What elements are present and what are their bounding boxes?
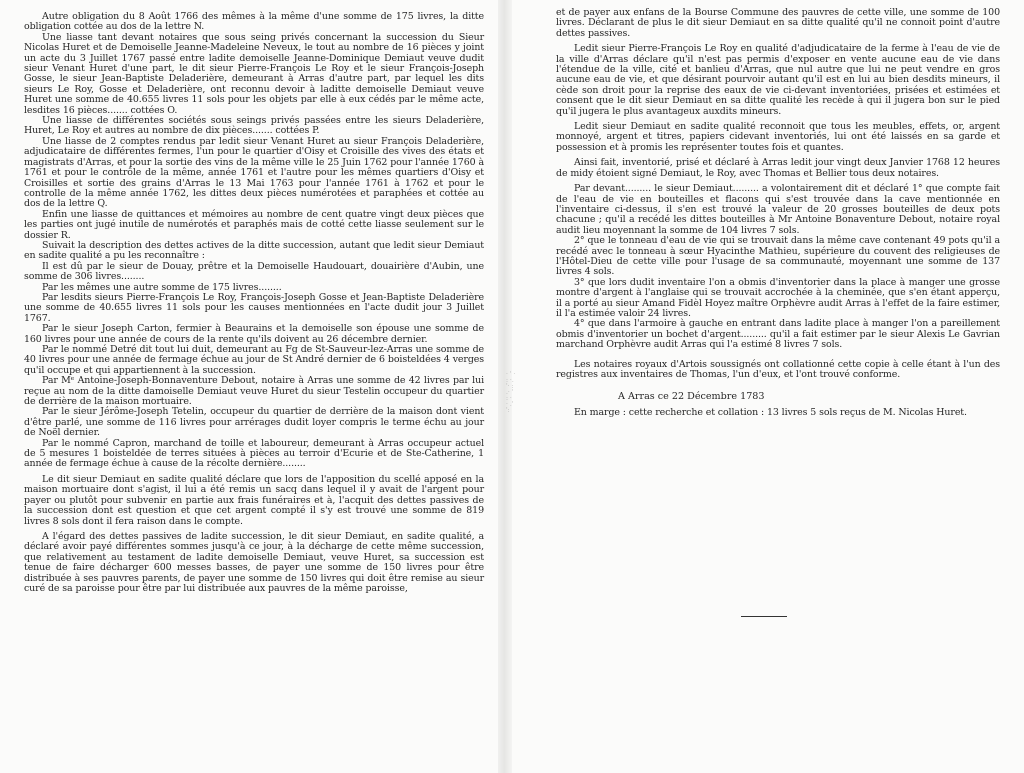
right-page (512, 0, 1024, 773)
paragraph-liasse-r: Enfin une liasse de quittances et mémoires au nombre de cent quatre vingt deux pièces que les parties ont jugé inutile de numérotés et paraphés mais de cotté cette liasse seulement sur le dossier R. (24, 208, 484, 241)
margin-note: En marge : cette recherche et collation : 13 livres 5 sols reçus de M. Nicolas Huret. (574, 406, 967, 418)
paragraph-tetelin: Par le sieur Jérôme-Joseph Tetelin, occupeur du quartier de derrière de la maison dont vient d'être parlé, une somme de 116 livres pour arrérages dudit loyer compris le terme échu au jour de Noël dernier. (24, 406, 484, 439)
paragraph-bouteilles: Par devant......... le sieur Demiaut......... a volontairement dit et déclaré 1° que compte fait de l'eau de vie en bouteilles et flacons qui s'est trouvée dans la cave mentionnée en l'inventaire ci-dessus, il s'en est trouvé la valeur de 20 grosses bouteilles de deux pots chacune ; qu'il a recédé les dittes bouteilles à Mr Antoine Bonaventure Debout, notaire royal audit lieu moyennant la somme de 104 livres 7 sols. (556, 183, 1000, 236)
paragraph-tonneau: 2° que le tonneau d'eau de vie qui se trouvait dans la même cave contenant 49 pots qu'il a recédé avec le tonneau à sœur Hyacinthe Mathieu, supérieure du couvent des religieuses de l'Hôtel-Dieu de cette ville pour l'usage de sa communauté, moyennant une somme de 137 livres 4 sols. (556, 235, 1000, 278)
paragraph-sieur-douay: Il est dû par le sieur de Douay, prêtre et la Demoiselle Haudouart, douairière d'Aubin, une somme de 306 livres........ (24, 260, 484, 283)
paragraph-dettes-actives: Suivait la description des dettes actives de la ditte succession, autant que ledit sieur Demiaut en sadite qualité a pu les reconnaître : (24, 239, 484, 262)
dateline: A Arras ce 22 Décembre 1783 (618, 391, 765, 403)
paragraph-dettes-passives: A l'égard des dettes passives de ladite succession, le dit sieur Demiaut, en sadite qualité, a déclaré avoir payé différentes sommes jusqu'à ce jour, à la décharge de cette même succession, que relativement au testament de ladite demoiselle Demiaut, veuve Huret, sa succession est tenue de faire décharger 600 messes basses, de payer une somme de 150 livres pour être distribuée à ses pauvres parents, de payer une somme de 150 livres qui doit être remise au sieur curé de sa paroisse pour être par lui distribuée aux pauvres de la même paroisse, (24, 530, 484, 594)
paragraph-le-roy-eau-de-vie: Ledit sieur Pierre-François Le Roy en qualité d'adjudicataire de la ferme à l'eau de vie de la ville d'Arras déclare qu'il n'est pas permis d'exposer en vente aucune eau de vie dans l'étendue de la ville, cité et banlieu d'Arras, que nul autre que lui ne peut vendre en gros aucune eau de vie, et que désirant pourvoir autant qu'il est en lui au bien desdits mineurs, il cède son droit pour la reprise des eaux de vie ci-devant inventoriées, prisées et estimées et consent que le dit sieur Demiaut en sa ditte qualité les recède à qui il jugera bon sur le pied qu'il jugera le plus avantageux auxdits mineurs. (556, 43, 1000, 117)
scan-artifact: · ' · : ·. '· : .· ' : · · .' ': (506, 371, 516, 414)
paragraph-bochet: 4° que dans l'armoire à gauche en entrant dans ladite place à manger l'on a pareillement obmis d'inventorier un bochet d'argent......... qu'il a fait estimer par le sieur Alexis Le Gavrian marchand Orphèvre audit Arras qui l'a estimé 8 livres 7 sols. (556, 318, 1000, 351)
left-page (0, 0, 498, 773)
paragraph-montre: 3° que lors dudit inventaire l'on a obmis d'inventorier dans la place à manger une grosse montre d'argent à l'anglaise qui se trouvait accrochée à la cheminée, que s'en étant apperçu, il a porté au sieur Amand Fidèl Hoyez maître Orphèvre audit Arras à l'effet de la faire estimer, il l'a estimée valoir 24 livres. (556, 276, 1000, 319)
paragraph-liasse-q: Une liasse de 2 comptes rendus par ledit sieur Venant Huret au sieur François Deladerière, adjudicataire de différentes fermes, l'un pour le quartier d'Oisy et Croisille des vives des états et magistrats d'Arras, et pour la sortie des vins de la même ville le 25 Juin 1762 pour l'année 1760 à 1761 et pour le contrôle de la même, année 1761 et l'autre pour les mêmes quartiers d'Oisy et Croisilles et sortie des grains d'Arras le 13 Mai 1763 pour l'année 1761 à 1762 et pour le controlle de la même année 1762, les dittes deux pièces numérotées et paraphées et cottée au dos de la lettre Q. (24, 135, 484, 210)
paragraph-ainsi-fait: Ainsi fait, inventorié, prisé et déclaré à Arras ledit jour vingt deux Janvier 1768 12 heures de midy étoient signé Demiaut, le Roy, avec Thomas et Bellier tous deux notaires. (556, 157, 1000, 179)
paragraph-detre: Par le nommé Detré dit tout lui duit, demeurant au Fg de St-Sauveur-lez-Arras une somme de 40 livres pour une année de fermage échue au jour de St André dernier de 6 boisteldées 4 verges qu'il occupe et qui appartiennent à la succession. (24, 344, 484, 376)
paragraph-liasse-o: Une liasse tant devant notaires que sous seing privés concernant la succession du Sieur Nicolas Huret et de Demoiselle Jeanne-Madeleine Neveux, le tout au nombre de 16 pièces y joint un acte du 3 Juillet 1767 passé entre ladite demoiselle Jeanne-Dominique Demiaut veuve dudit sieur Venant Huret d'une part, le dit sieur Pierre-François Le Roy et le sieur François-Joseph Gosse, le sieur Jean-Baptiste Deladerière, demeurant à Arras d'autre part, par lequel les dits sieurs Le Roy, Gosse et Deladerière, ont reconnu devoir à laditte demoiselle Demiaut veuve Huret une somme de 40.655 livres 11 sols pour les objets par elle à eux cédés par le même acte, lesdites 16 pièces....... cottées O. (24, 31, 484, 116)
paragraph-le-roy-gosse: Par lesdits sieurs Pierre-François Le Roy, François-Joseph Gosse et Jean-Baptiste Deladerière une somme de 40.655 livres 11 sols pour les causes mentionnées en l'acte dudit jour 3 Juillet 1767. (24, 291, 484, 324)
paragraph-scelle: Le dit sieur Demiaut en sadite qualité déclare que lors de l'apposition du scellé apposé en la maison mortuaire dont s'agist, il lui a été remis un sacq dans lequel il y avait de l'argent pour payer ou plutôt pour subvenir en partie aux frais funéraires et à, l'acquit des dettes passives de la succession dont est question et que cet argent compté il s'y est trouvé une somme de 819 livres 8 sols dont il fera raison dans le compte. (24, 473, 484, 527)
paragraph-bourse-commune: et de payer aux enfans de la Bourse Commune des pauvres de cette ville, une somme de 100 livres. Déclarant de plus le dit sieur Demiaut en sa ditte qualité qu'il ne connoit point d'autre dettes passives. (556, 7, 1000, 39)
paragraph-capron: Par le nommé Capron, marchand de toille et laboureur, demeurant à Arras occupeur actuel de 5 mesures 1 boisteldée de terres situées à pièces au terroir d'Ecurie et de Ste-Catherine, 1 année de fermage échue à cause de la récolte dernière........ (24, 437, 484, 470)
closing-rule (741, 616, 787, 617)
paragraph-collation: Les notaires royaux d'Artois soussignés ont collationné cette copie à celle étant à l'un des registres aux inventaires de Thomas, l'un d'eux, et l'ont trouvé conforme. (556, 358, 1000, 380)
paragraph-memes-175: Par les mêmes une autre somme de 175 livres........ (42, 281, 282, 293)
paragraph-obligation-n: Autre obligation du 8 Août 1766 des mêmes à la même d'une somme de 175 livres, la ditte obligation cottée au dos de la lettre N. (24, 11, 484, 33)
paragraph-liasse-p: Une liasse de différentes sociétés sous seings privés passées entre les sieurs Deladerière, Huret, Le Roy et autres au nombre de dix pièces....... cottées P. (24, 115, 484, 137)
paragraph-debout: Par Mᵉ Antoine-Joseph-Bonnaventure Debout, notaire à Arras une somme de 42 livres par lui reçue au nom de la ditte damoiselle Demiaut veuve Huret du sieur Testelin occupeur du quartier de derrière de la maison mortuaire. (24, 375, 484, 408)
paragraph-garde-possession: Ledit sieur Demiaut en sadite qualité reconnoit que tous les meubles, effets, or, argent monnoyé, argent et titres, papiers cidevant inventoriés, lui ont été laissés en sa garde et possession et à promis les représenter toutes fois et quantes. (556, 121, 1000, 153)
paragraph-carton: Par le sieur Joseph Carton, fermier à Beaurains et la demoiselle son épouse une somme de 160 livres pour une année de cours de la rente qu'ils doivent au 26 décembre dernier. (24, 323, 484, 345)
